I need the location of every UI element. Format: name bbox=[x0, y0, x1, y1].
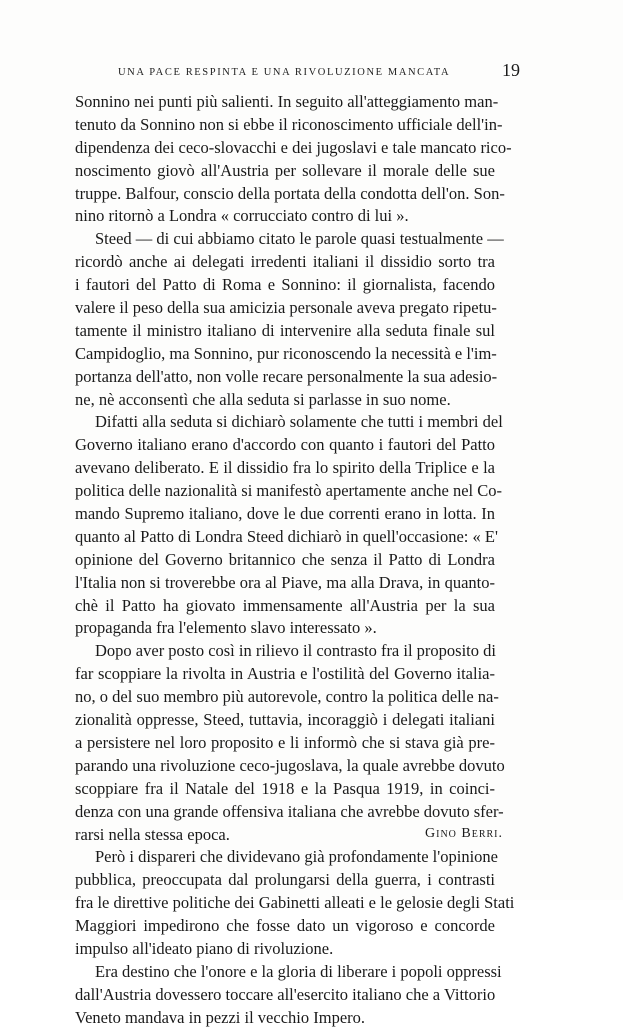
article-body bbox=[75, 91, 515, 1030]
text-line: Sonnino nei punti più salienti. In seguito all'atteggiamento man- bbox=[75, 92, 499, 111]
text-line: dall'Austria dovessero toccare all'esercito italiano che a Vittorio bbox=[75, 984, 496, 1004]
text-line: ne, nè acconsentì che alla seduta si parlasse in suo nome. bbox=[75, 389, 451, 409]
text-line: Però i dispareri che dividevano già profondamente l'opinione bbox=[95, 847, 498, 867]
text-line: politica delle nazionalità si manifestò apertamente anche nel Co- bbox=[75, 481, 502, 501]
running-head bbox=[60, 60, 520, 84]
text-line: impulso all'ideato piano di rivoluzione. bbox=[75, 938, 334, 958]
text-line: scoppiare fra il Natale del 1918 e la Pasqua 1919, in coinci- bbox=[75, 778, 495, 798]
text-line: mando Supremo italiano, dove le due correnti erano in lotta. In bbox=[75, 504, 495, 524]
text-line: portanza dell'atto, non volle recare personalmente la sua adesio- bbox=[75, 366, 498, 386]
text-line: i fautori del Patto di Roma e Sonnino: il giornalista, facendo bbox=[75, 275, 495, 295]
text-line: valere il peso della sua amicizia personale aveva pregato ripetu- bbox=[75, 298, 497, 318]
text-line: truppe. Balfour, conscio della portata della condotta dell'on. Son- bbox=[75, 183, 505, 203]
text-line: rarsi nella stessa epoca. bbox=[75, 824, 230, 844]
paragraph bbox=[75, 91, 512, 228]
text-line: denza con una grande offensiva italiana che avrebbe dovuto sfer- bbox=[75, 801, 504, 821]
text-line: no, o del suo membro più autorevole, contro la politica delle na- bbox=[75, 687, 499, 707]
paragraph bbox=[75, 846, 515, 960]
text-line: tenuto da Sonnino non si ebbe il riconoscimento ufficiale dell'in- bbox=[75, 114, 503, 134]
text-line: Governo italiano erano d'accordo con quanto i fautori del Patto bbox=[75, 435, 495, 455]
author-signature: Gino Berri. bbox=[425, 826, 503, 841]
text-line: Era destino che l'onore e la gloria di liberare i popoli oppressi bbox=[95, 961, 502, 981]
paragraph bbox=[75, 228, 504, 411]
paragraph bbox=[75, 961, 502, 1030]
text-line: Dopo aver posto così in rilievo il contrasto fra il proposito di bbox=[95, 641, 496, 661]
text-line: fra le direttive politiche dei Gabinetti alleati e le gelosie degli Stati bbox=[75, 893, 515, 913]
text-line: tamente il ministro italiano di intervenire alla seduta finale sul bbox=[75, 320, 495, 340]
text-line: parando una rivoluzione ceco-jugoslava, la quale avrebbe dovuto bbox=[75, 755, 505, 775]
text-line: Maggiori impedirono che fosse dato un vigoroso e concorde bbox=[75, 916, 495, 936]
text-line: noscimento giovò all'Austria per sollevare il morale delle sue bbox=[75, 160, 495, 180]
paragraph bbox=[75, 411, 503, 640]
text-line: propaganda fra l'elemento slavo interessato ». bbox=[75, 618, 377, 638]
text-line: ricordò anche ai delegati irredenti italiani il dissidio sorto tra bbox=[75, 252, 495, 272]
page-number: 19 bbox=[502, 60, 520, 80]
text-line: opinione del Governo britannico che senza il Patto di Londra bbox=[75, 549, 495, 569]
text-line: dipendenza dei ceco-slovacchi e dei jugoslavi e tale mancato rico- bbox=[75, 137, 512, 157]
text-line: l'Italia non si troverebbe ora al Piave, ma alla Drava, in quanto- bbox=[75, 572, 495, 592]
text-line: pubblica, preoccupata dal prolungarsi della guerra, i contrasti bbox=[75, 870, 495, 890]
text-line: nino ritornò a Londra « corrucciato contro di lui ». bbox=[75, 206, 409, 226]
paragraph bbox=[75, 640, 505, 846]
text-line: Difatti alla seduta si dichiarò solamente che tutti i membri del bbox=[95, 412, 503, 432]
text-line: far scoppiare la rivolta in Austria e l'ostilità del Governo italia- bbox=[75, 664, 495, 684]
text-line: chè il Patto ha giovato immensamente all'Austria per la sua bbox=[75, 595, 495, 615]
text-line: Veneto mandava in pezzi il vecchio Impero. bbox=[75, 1007, 366, 1027]
text-line: zionalità oppresse, Steed, tuttavia, incoraggiò i delegati italiani bbox=[75, 710, 495, 730]
text-line: Campidoglio, ma Sonnino, pur riconoscendo la necessità e l'im- bbox=[75, 343, 497, 363]
text-line: Steed — di cui abbiamo citato le parole quasi testualmente — bbox=[95, 229, 504, 249]
text-line: quanto al Patto di Londra Steed dichiarò in quell'occasione: « E' bbox=[75, 526, 498, 546]
running-title: UNA PACE RESPINTA E UNA RIVOLUZIONE MANCATA bbox=[118, 67, 451, 78]
text-line: a persistere nel loro proposito e li informò che si stava già pre- bbox=[75, 732, 495, 752]
text-line: avevano deliberato. E il dissidio fra lo spirito della Triplice e la bbox=[75, 458, 495, 478]
